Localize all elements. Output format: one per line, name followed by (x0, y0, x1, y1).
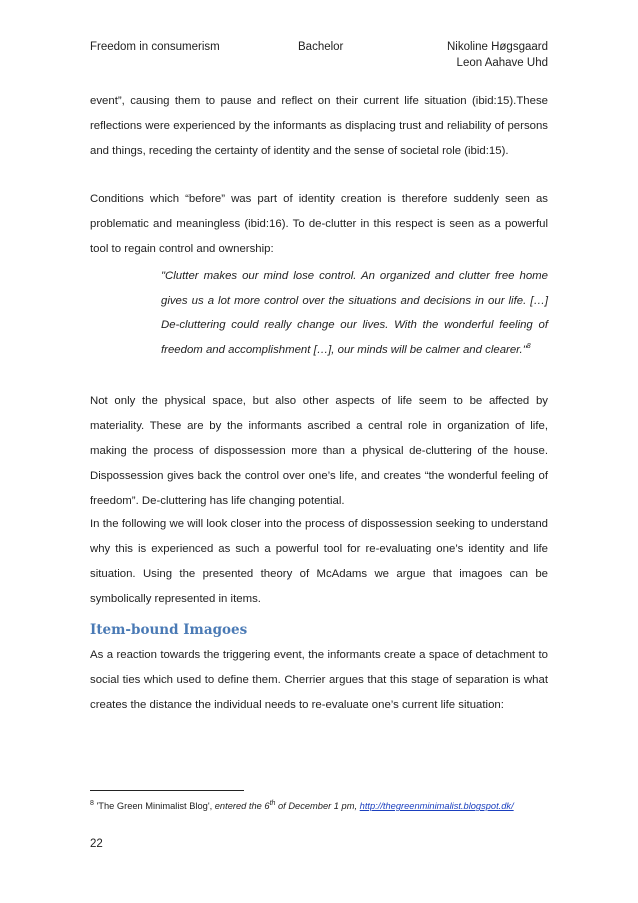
header-author-2: Leon Aahave Uhd (456, 57, 548, 69)
footnote-number: 8 (90, 799, 94, 807)
header-authors (447, 39, 548, 71)
page-number: 22 (90, 838, 103, 850)
header-title: Freedom in consumerism (90, 41, 220, 53)
footnote-link[interactable]: http://thegreenminimalist.blogspot.dk/ (359, 801, 514, 811)
paragraph-1-text: event”, causing them to pause and reflect on their current life situation (ibid:15).These reflections were experienced by the informants as displacing trust and reliability of persons and things, receding the certainty of identity and the sense of societal role (ibid:15). (90, 95, 548, 157)
paragraph-2-text: Conditions which “before” was part of identity creation is therefore suddenly seen as problematic and meaningless (ibid:16). To de-clutter in this respect is seen as a powerful tool to regain control and ownership: (90, 193, 548, 255)
footnote-entered (215, 801, 514, 811)
footnote-source: 'The Green Minimalist Blog', (96, 801, 213, 811)
paragraph-4-text: In the following we will look closer into the process of dispossession seeking to understand why this is experienced as such a powerful tool for re-evaluating one’s identity and life situation. Using the presented theory of McAdams we argue that imagoes can be symbolically represented in items. (90, 518, 548, 605)
paragraph-3 (90, 389, 548, 514)
footnote (90, 801, 560, 811)
footnote-entered-suffix: of December 1 pm, (278, 801, 358, 811)
paragraph-2 (90, 187, 548, 262)
header-degree: Bachelor (298, 41, 344, 53)
paragraph-1 (90, 89, 548, 164)
footnote-divider (90, 790, 244, 791)
section-heading: Item-bound Imagoes (90, 622, 248, 638)
footnote-entered-prefix: entered the 6 (214, 801, 270, 811)
quote-footnote-marker[interactable]: 8 (526, 342, 531, 350)
paragraph-5-text: As a reaction towards the triggering event, the informants create a space of detachment to social ties which used to define them. Cherrier argues that this stage of separation is what creates the distance the individual needs to re-evaluate one’s current life situation: (90, 649, 548, 711)
paragraph-3-text: Not only the physical space, but also other aspects of life seem to be affected by materiality. These are by the informants ascribed a central role in organization of life, making the process of dispossession more than a physical de-cluttering of the house. Dispossession gives back the control over one’s life, and creates “the wonderful feeling of freedom”. De-cluttering has life changing potential. (90, 395, 548, 507)
block-quote (161, 264, 548, 362)
block-quote-text: "Clutter makes our mind lose control. An organized and clutter free home gives us a lot more control over the situations and decisions in our life. […] De-cluttering could really change our lives. With the wonderful feeling of freedom and accomplishment […], our minds will be calmer and clearer." (161, 270, 548, 356)
footnote-entered-sup: th (269, 799, 276, 807)
paragraph-4 (90, 512, 548, 612)
header-author-1: Nikoline Høgsgaard (447, 41, 548, 53)
paragraph-5 (90, 643, 548, 718)
